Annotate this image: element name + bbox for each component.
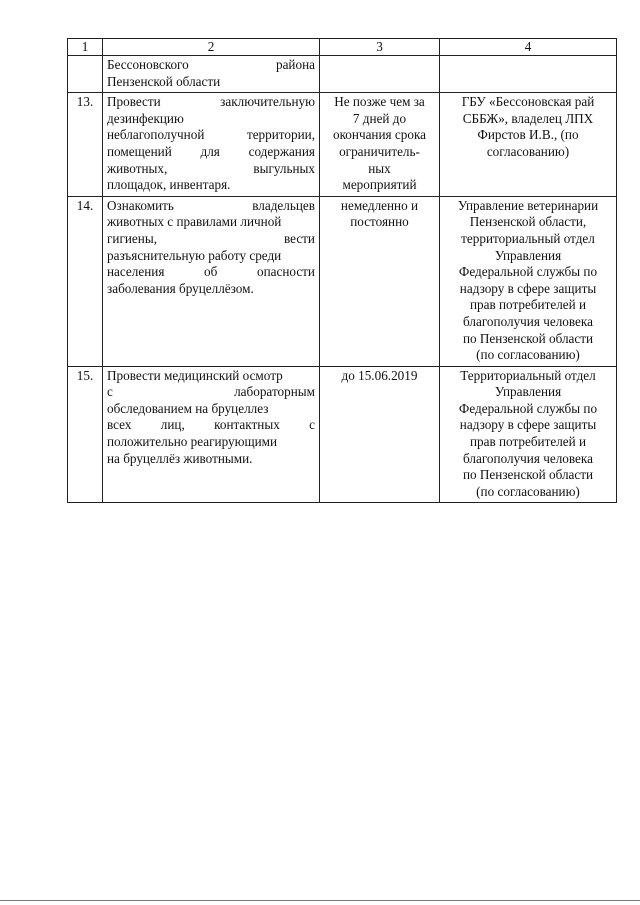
table-row: [68, 196, 617, 366]
responsible-text-line: Территориальный отдел: [460, 367, 596, 383]
measure-text-line: населения об опасности: [107, 264, 315, 280]
measure-text: [103, 366, 320, 503]
responsible-text-line: благополучия человека: [463, 313, 593, 329]
responsible-text-line: Фирстов И.В., (по: [477, 127, 579, 143]
responsible-text: [440, 56, 617, 93]
responsible-text-line: Федеральной службы по: [458, 400, 598, 416]
deadline-text-line: окончания срока: [332, 127, 427, 143]
responsible-text-line: по Пензенской области: [462, 467, 594, 483]
measure-text-line: площадок, инвентаря.: [107, 177, 231, 193]
deadline-text-line: Не позже чем за: [334, 94, 425, 110]
measure-text-line: дезинфекцию: [107, 110, 184, 126]
measure-text: [103, 93, 320, 197]
responsible-text-line: надзору в сфере защиты: [459, 417, 597, 433]
responsible-text-line: по Пензенской области: [462, 330, 594, 346]
deadline-text: [320, 196, 440, 366]
measure-text-line: животных с правилами личной: [107, 214, 282, 230]
measure-text-line: Ознакомить владельцев: [107, 197, 315, 213]
column-number-1: 1: [68, 39, 103, 56]
responsible-text-line: территориальный отдел: [461, 230, 595, 246]
responsible-text-line: ГБУ «Бессоновская рай: [461, 94, 595, 110]
responsible-text: [440, 366, 617, 503]
table-row: [68, 56, 617, 93]
responsible-text-line: Пензенской области,: [469, 214, 587, 230]
measure-text-line: неблагополучной территории,: [107, 127, 315, 143]
table-row: [68, 93, 617, 197]
measure-text-line: помещений для содержания: [107, 143, 315, 159]
deadline-text: [320, 93, 440, 197]
page-bottom-edge: [0, 900, 640, 901]
measure-text-line: разъяснительную работу среди: [107, 247, 282, 263]
deadline-text-line: 7 дней до: [352, 110, 407, 126]
responsible-text-line: СББЖ», владелец ЛПХ: [462, 110, 594, 126]
measure-text-line: всех лиц, контактных с: [107, 417, 315, 433]
responsible-text-line: благополучия человека: [463, 450, 593, 466]
deadline-text-line: до 15.06.2019: [341, 367, 418, 383]
row-number: [68, 56, 103, 93]
measure-text-line: Провести медицинский осмотр: [107, 367, 283, 383]
measure-text-line: животных, выгульных: [107, 160, 315, 176]
responsible-text-line: прав потребителей и: [469, 297, 587, 313]
measure-text-line: заболевания бруцеллёзом.: [107, 280, 254, 296]
responsible-text-line: надзору в сфере защиты: [459, 280, 597, 296]
measure-text-line: на бруцеллёз животными.: [107, 450, 253, 466]
measure-text-line: Провести заключительную: [107, 94, 315, 110]
responsible-text: [440, 93, 617, 197]
responsible-text-line: (по согласованию): [476, 483, 580, 499]
column-number-2: 2: [103, 39, 320, 56]
deadline-text-line: ограничитель-: [339, 143, 420, 159]
column-number-3: 3: [320, 39, 440, 56]
responsible-text: [440, 196, 617, 366]
measure-text-line: Пензенской области: [107, 73, 221, 89]
responsible-text-line: Управление ветеринарии: [457, 197, 599, 213]
measure-text-line: с лабораторным: [107, 384, 315, 400]
table-row: [68, 366, 617, 503]
responsible-text-line: (по согласованию): [476, 347, 580, 363]
row-number: 14.: [68, 196, 103, 366]
responsible-text-line: согласованию): [486, 143, 570, 159]
deadline-text-line: мероприятий: [342, 177, 417, 193]
deadline-text-line: постоянно: [350, 214, 409, 230]
measures-table: [67, 38, 617, 503]
deadline-text: [320, 366, 440, 503]
row-number: 13.: [68, 93, 103, 197]
responsible-text-line: Управления: [494, 247, 562, 263]
measure-text-line: положительно реагирующими: [107, 434, 278, 450]
column-number-4: 4: [440, 39, 617, 56]
measure-text: [103, 56, 320, 93]
column-number-row: [68, 39, 617, 56]
responsible-text-line: прав потребителей и: [469, 434, 587, 450]
measure-text-line: Бессоновского района: [107, 57, 315, 72]
measure-text-line: гигиены, вести: [107, 230, 315, 246]
measure-text-line: обследованием на бруцеллез: [107, 400, 269, 416]
responsible-text-line: Управления: [494, 384, 562, 400]
deadline-text-line: ных: [368, 160, 391, 176]
measures-table-body: [68, 39, 617, 503]
measure-text: [103, 196, 320, 366]
responsible-text-line: Федеральной службы по: [458, 264, 598, 280]
row-number: 15.: [68, 366, 103, 503]
deadline-text-line: немедленно и: [340, 197, 419, 213]
deadline-text: [320, 56, 440, 93]
